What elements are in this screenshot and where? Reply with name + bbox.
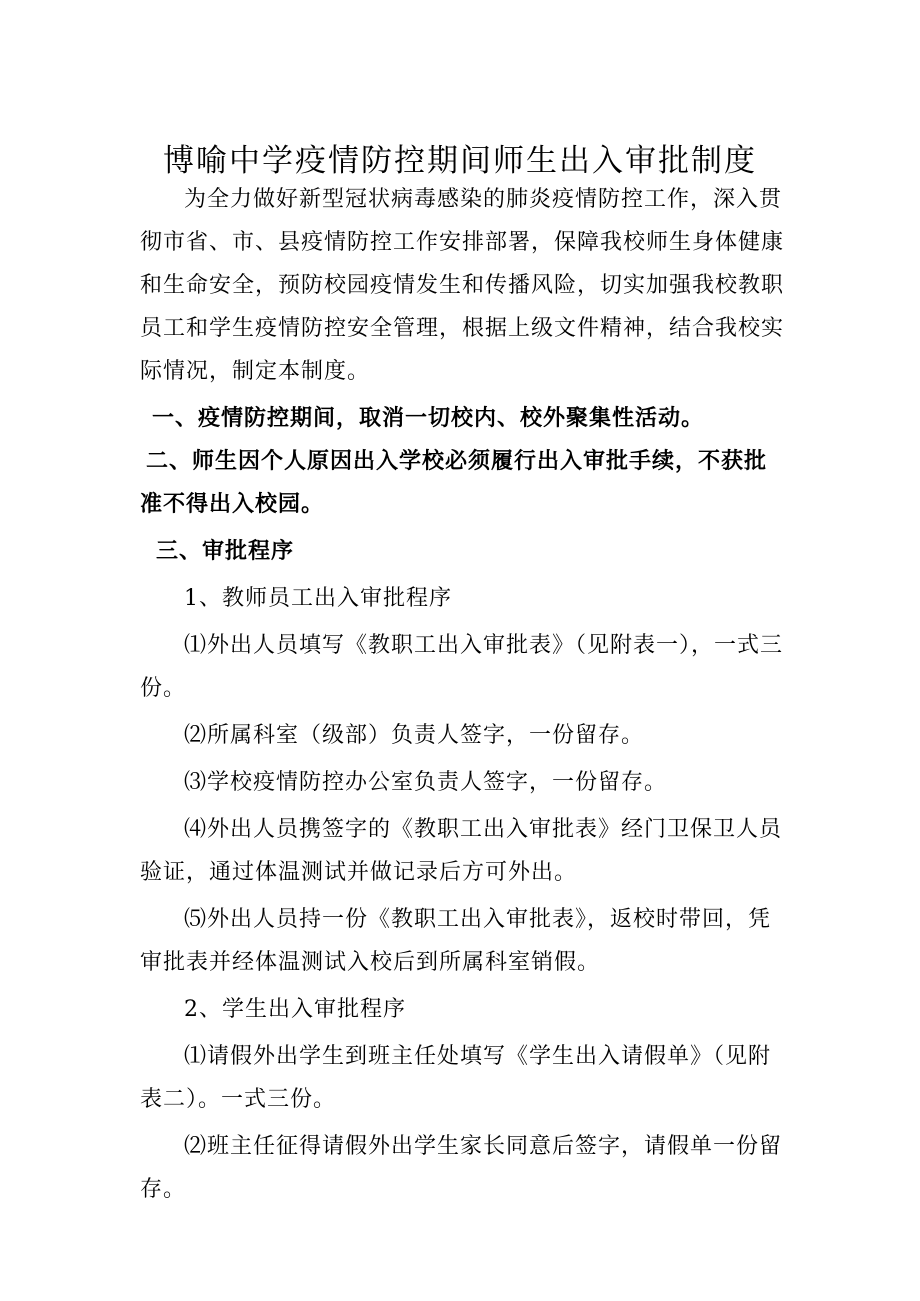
section-2-heading: 二、师生因个人原因出入学校必须履行出入审批手续，不获批准不得出入校园。 — [140, 449, 768, 517]
list-item: ⑵班主任征得请假外出学生家长同意后签字，请假单一份留存。 — [140, 1134, 783, 1202]
list-item: ⑴外出人员填写《教职工出入审批表》（见附表一），一式三份。 — [140, 633, 784, 701]
document-body — [140, 178, 785, 1211]
section-3-heading: 三、审批程序 — [156, 539, 295, 564]
subsection-1-heading: 1、教师员工出入审批程序 — [184, 586, 452, 611]
list-item: ⑵所属科室（级部）负责人签字，一份留存。 — [184, 723, 645, 748]
section-1-heading: 一、疫情防控期间，取消一切校内、校外聚集性活动。 — [152, 406, 705, 431]
document-title: 博喻中学疫情防控期间师生出入审批制度 — [163, 142, 757, 179]
list-item: ⑶学校疫情防控办公室负责人签字，一份留存。 — [184, 770, 668, 795]
list-item: ⑴请假外出学生到班主任处填写《学生出入请假单》（见附表二）。一式三份。 — [140, 1044, 772, 1112]
list-item: ⑸外出人员持一份《教职工出入审批表》，返校时带回，凭审批表并经体温测试入校后到所属科室销假。 — [140, 907, 772, 975]
subsection-2-heading: 2、学生出入审批程序 — [184, 997, 406, 1022]
intro-paragraph: 为全力做好新型冠状病毒感染的肺炎疫情防控工作，深入贯彻市省、市、县疫情防控工作安排部署，保障我校师生身体健康和生命安全，预防校园疫情发生和传播风险，切实加强我校教职员工和学生疫情防控安全管理，根据上级文件精神，结合我校实际情况，制定本制度。 — [140, 187, 785, 384]
list-item: ⑷外出人员携签字的《教职工出入审批表》经门卫保卫人员验证，通过体温测试并做记录后方可外出。 — [140, 817, 783, 885]
